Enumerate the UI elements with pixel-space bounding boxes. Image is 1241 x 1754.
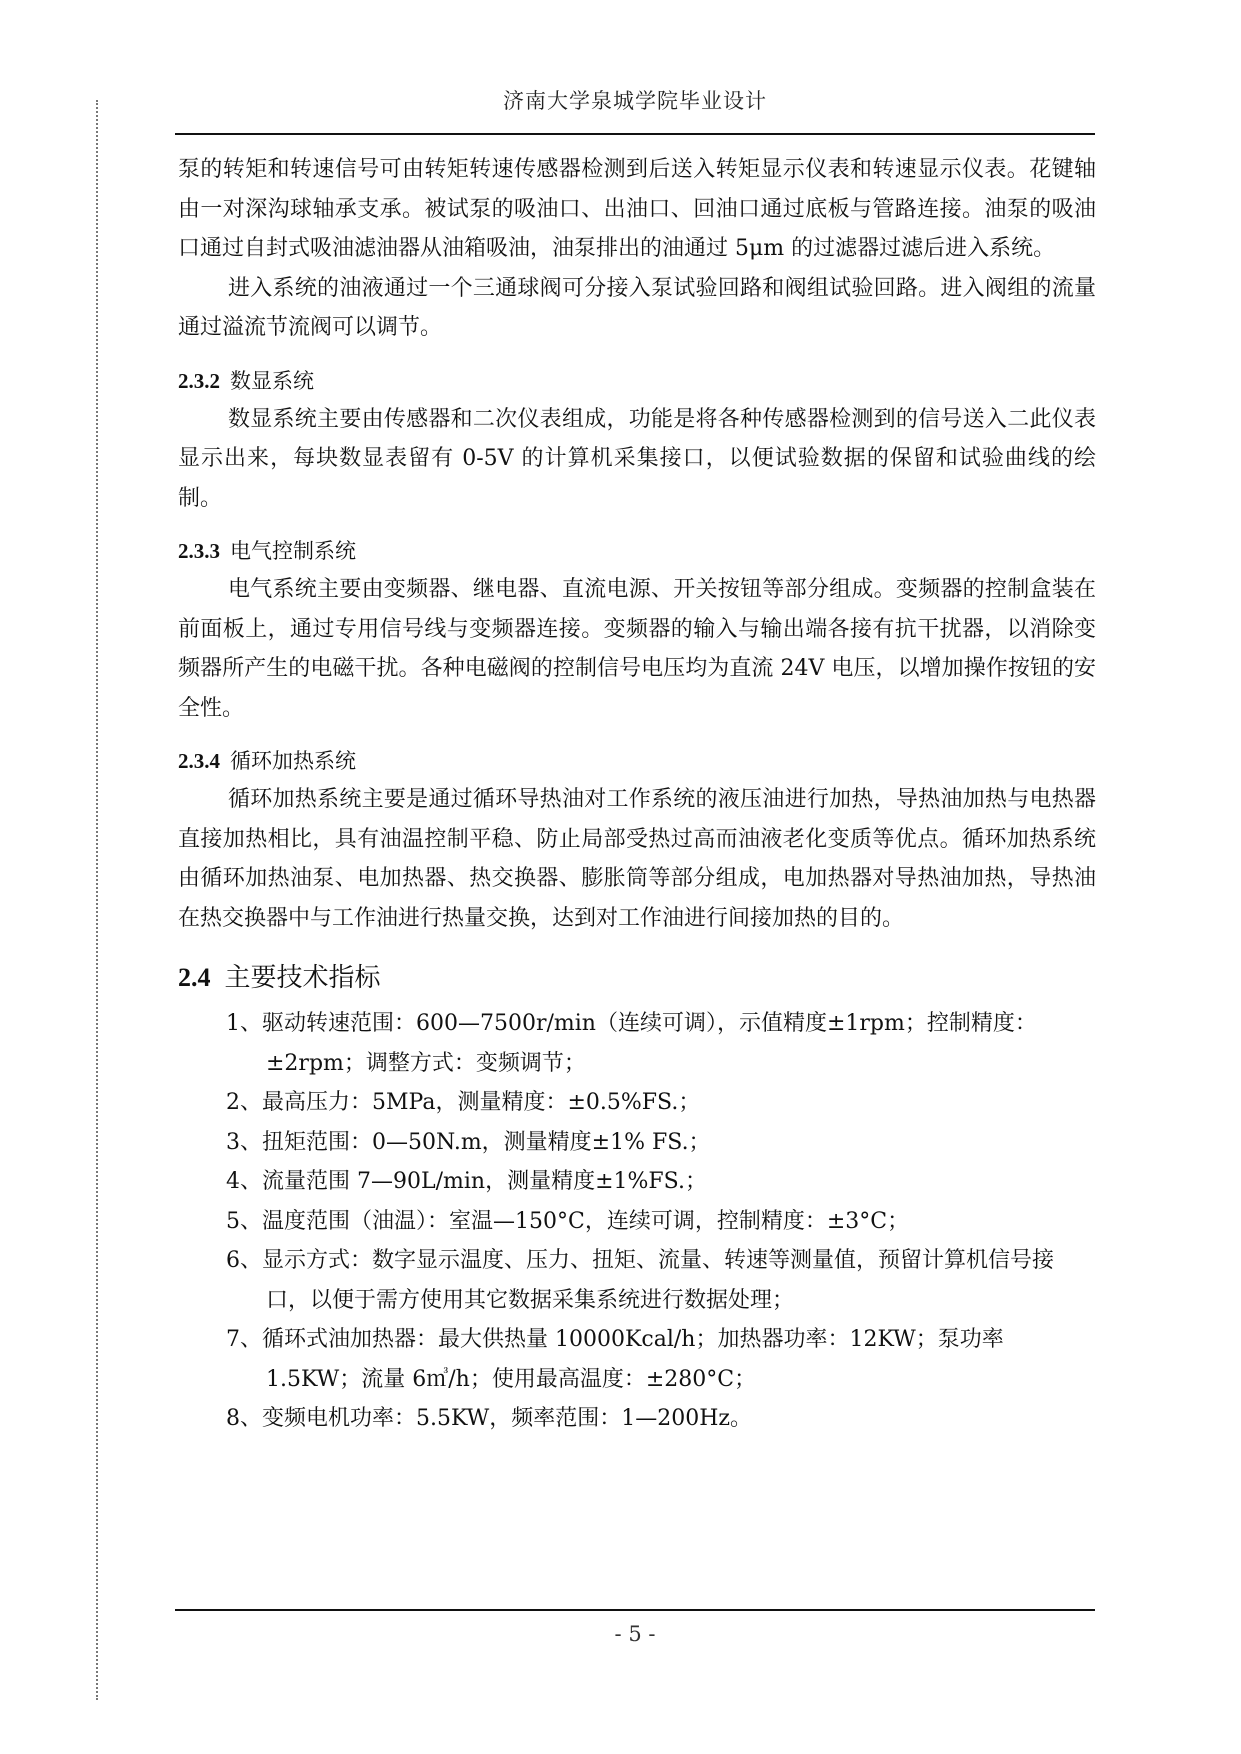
heading-2-4 — [178, 956, 1096, 1000]
heading-title: 主要技术指标 — [224, 963, 381, 993]
heading-number: 2.4 — [178, 963, 211, 992]
page-number: - 5 - — [614, 1622, 656, 1646]
spec-item: 5、温度范围（油温）：室温—150°C，连续可调，控制精度：±3°C； — [226, 1208, 910, 1234]
spec-item: 2、最高压力：5MPa，测量精度：±0.5%FS.； — [226, 1090, 701, 1115]
spec-item: 8、变频电机功率：5.5KW，频率范围：1—200Hz。 — [226, 1406, 753, 1431]
heading-title: 电气控制系统 — [230, 539, 356, 563]
header-rule — [175, 133, 1095, 135]
paragraph-circulating-heating: 循环加热系统主要是通过循环导热油对工作系统的液压油进行加热，导热油加热与电热器直接加热相比，具有油温控制平稳、防止局部受热过高而油液老化变质等优点。循环加热系统由循环加热油泵、电加热器、热交换器、膨胀筒等部分组成，电加热器对导热油加热，导热油在热交换器中与工作油进行热量交换，达到对工作油进行间接加热的目的。 — [178, 787, 1096, 931]
spec-item: 4、流量范围 7—90L/min，测量精度±1%FS.； — [226, 1169, 707, 1194]
heading-title: 循环加热系统 — [230, 749, 356, 773]
heading-number: 2.3.3 — [178, 539, 220, 563]
heading-number: 2.3.4 — [178, 749, 220, 773]
spec-item: 1、驱动转速范围：600—7500r/min（连续可调），示值精度±1rpm；控制精度：±2rpm；调整方式：变频调节； — [226, 1011, 1037, 1076]
heading-number: 2.3.2 — [178, 368, 220, 393]
spec-item: 3、扭矩范围：0—50N.m，测量精度±1% FS.； — [226, 1129, 711, 1155]
binding-margin-line — [96, 100, 98, 1700]
spec-item: 7、循环式油加热器：最大供热量 10000Kcal/h；加热器功率：12KW；泵功率 1.5KW；流量 6㎥/h；使用最高温度：±280°C； — [226, 1327, 1004, 1392]
document-body — [178, 150, 1096, 1439]
heading-2-3-2 — [178, 362, 1096, 400]
heading-2-3-4 — [178, 742, 1096, 780]
heading-title: 数显系统 — [230, 368, 314, 393]
spec-list — [178, 1004, 1096, 1439]
spec-item: 6、显示方式：数字显示温度、压力、扭矩、流量、转速等测量值，预留计算机信号接口，以便于需方使用其它数据采集系统进行数据处理； — [226, 1248, 1054, 1313]
paragraph-electrical-control: 电气系统主要由变频器、继电器、直流电源、开关按钮等部分组成。变频器的控制盒装在前面板上，通过专用信号线与变频器连接。变频器的输入与输出端各接有抗干扰器，以消除变频器所产生的电磁干扰。各种电磁阀的控制信号电压均为直流 24V 电压，以增加操作按钮的安全性。 — [178, 577, 1096, 721]
paragraph-ball-valve: 进入系统的油液通过一个三通球阀可分接入泵试验回路和阀组试验回路。进入阀组的流量通过溢流节流阀可以调节。 — [178, 275, 1096, 340]
page-header: 济南大学泉城学院毕业设计 — [503, 89, 767, 113]
heading-2-3-3 — [178, 532, 1096, 570]
paragraph-digital-display: 数显系统主要由传感器和二次仪表组成，功能是将各种传感器检测到的信号送入二此仪表显示出来，每块数显表留有 0-5V 的计算机采集接口，以便试验数据的保留和试验曲线的绘制。 — [178, 406, 1096, 511]
footer-rule — [175, 1609, 1095, 1611]
paragraph-pump-signals: 泵的转矩和转速信号可由转矩转速传感器检测到后送入转矩显示仪表和转速显示仪表。花键轴由一对深沟球轴承支承。被试泵的吸油口、出油口、回油口通过底板与管路连接。油泵的吸油口通过自封式吸油滤油器从油箱吸油，油泵排出的油通过 5μm 的过滤器过滤后进入系统。 — [178, 157, 1096, 261]
